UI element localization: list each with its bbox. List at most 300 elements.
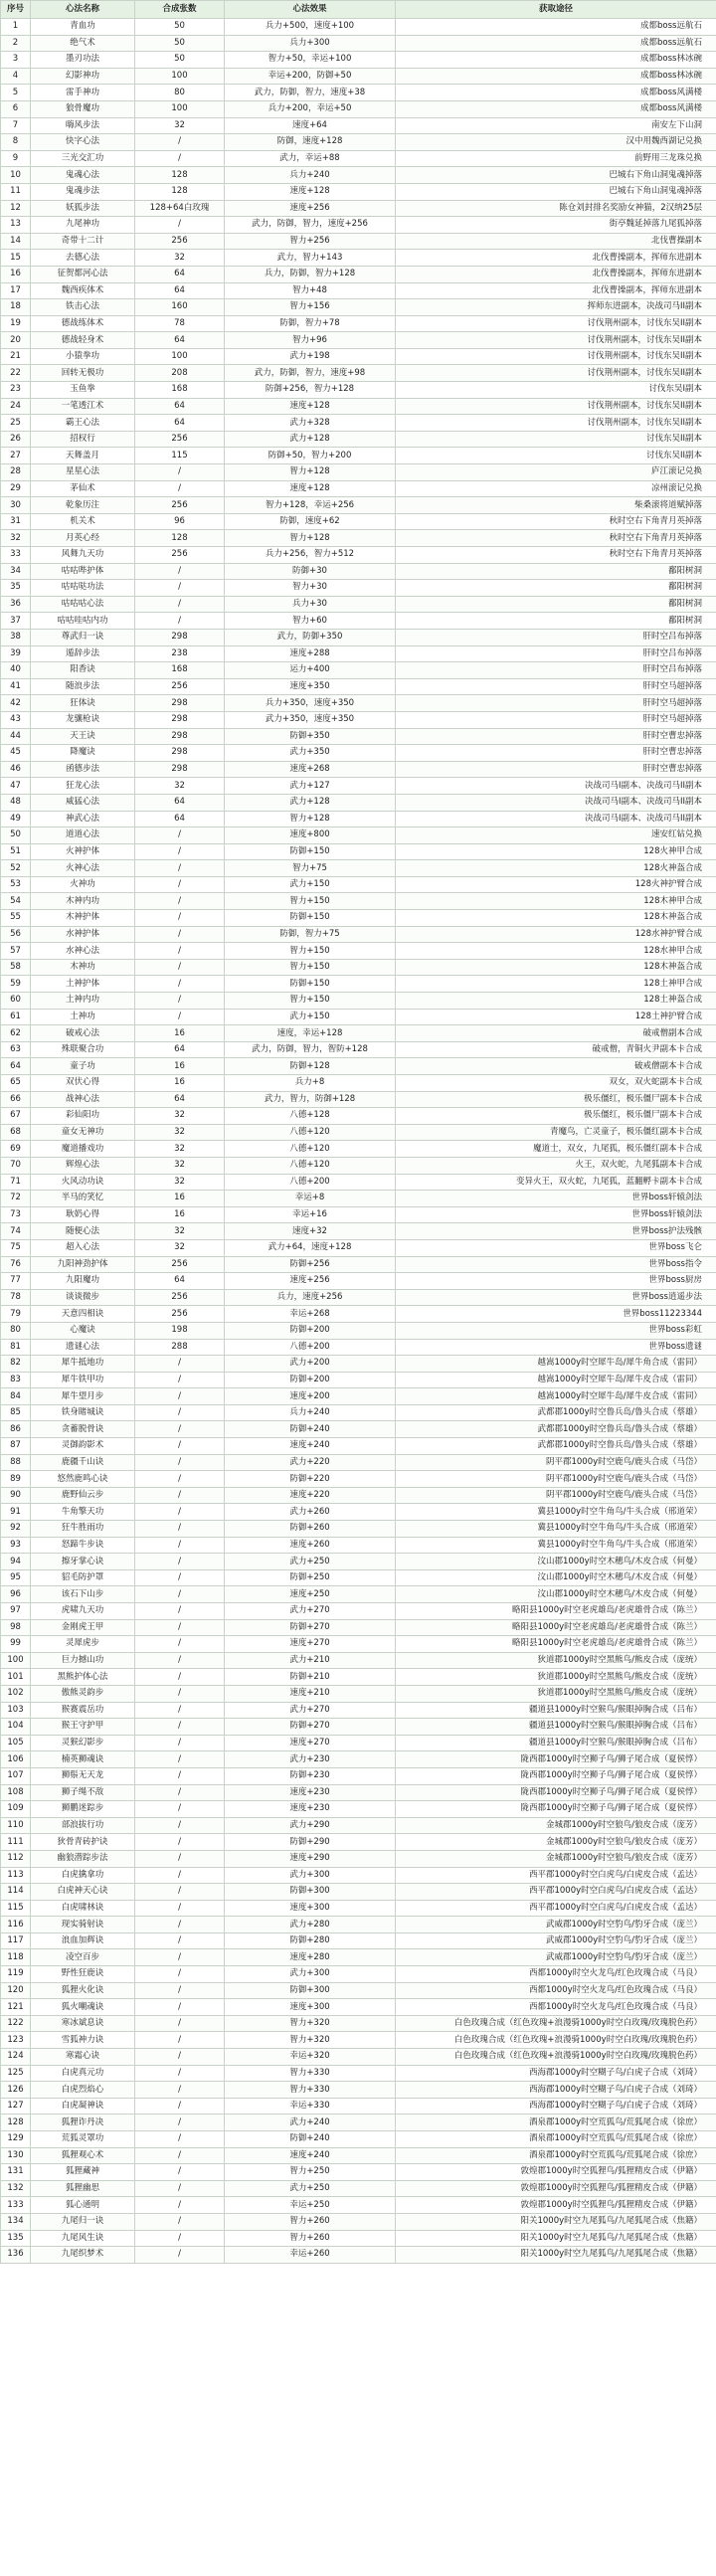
effect-cell[interactable]: 八德+120 — [225, 1157, 396, 1174]
row-index-cell[interactable]: 92 — [1, 1521, 31, 1538]
method-name-cell[interactable]: 贪蓄脱骨诀 — [31, 1421, 135, 1438]
source-cell[interactable]: 北伐曹操副本 — [396, 233, 716, 250]
method-name-cell[interactable]: 辉煌心法 — [31, 1157, 135, 1174]
source-cell[interactable]: 阴平郡1000y时空鹿鸟/鹿头合成（马岱） — [396, 1487, 716, 1504]
effect-cell[interactable]: 武力+198 — [225, 348, 396, 365]
method-name-cell[interactable]: 鬼魂心法 — [31, 167, 135, 184]
quantity-cell[interactable]: / — [135, 1636, 225, 1653]
row-index-cell[interactable]: 86 — [1, 1421, 31, 1438]
row-index-cell[interactable]: 28 — [1, 464, 31, 481]
source-cell[interactable]: 阳关1000y时空九尾狐鸟/九尾狐尾合成（焦籍） — [396, 2213, 716, 2230]
effect-cell[interactable]: 智力+128 — [225, 464, 396, 481]
method-name-cell[interactable]: 狐心通明 — [31, 2197, 135, 2214]
source-cell[interactable]: 南安左下山洞 — [396, 117, 716, 134]
method-name-cell[interactable]: 九阳神劲护体 — [31, 1256, 135, 1273]
quantity-cell[interactable]: 32 — [135, 1141, 225, 1158]
method-name-cell[interactable]: 墨刃功法 — [31, 52, 135, 69]
row-index-cell[interactable]: 75 — [1, 1239, 31, 1256]
row-index-cell[interactable]: 58 — [1, 959, 31, 976]
method-name-cell[interactable]: 鬼魂步法 — [31, 183, 135, 200]
method-name-cell[interactable]: 铁击心法 — [31, 299, 135, 316]
method-name-cell[interactable]: 鹿疆千山诀 — [31, 1454, 135, 1471]
method-name-cell[interactable]: 擦牙掌心诀 — [31, 1554, 135, 1570]
source-cell[interactable]: 鄱阳树洞 — [396, 580, 716, 597]
effect-cell[interactable]: 速度+32 — [225, 1223, 396, 1240]
row-index-cell[interactable]: 46 — [1, 761, 31, 778]
effect-cell[interactable]: 速度+230 — [225, 1784, 396, 1801]
method-name-cell[interactable]: 狐狸观心术 — [31, 2147, 135, 2164]
effect-cell[interactable]: 速度+300 — [225, 1999, 396, 2016]
source-cell[interactable]: 破戒僧，青铜火尹副本卡合成 — [396, 1041, 716, 1058]
effect-cell[interactable]: 武力+128 — [225, 431, 396, 448]
row-index-cell[interactable]: 56 — [1, 926, 31, 943]
source-cell[interactable]: 肝时空吕布掉落 — [396, 629, 716, 645]
method-name-cell[interactable]: 九尾织梦术 — [31, 2247, 135, 2264]
source-cell[interactable]: 128水神护臂合成 — [396, 926, 716, 943]
source-cell[interactable]: 成都boss风满楼 — [396, 100, 716, 117]
source-cell[interactable]: 冀县1000y时空牛角鸟/牛头合成（邢道荣） — [396, 1537, 716, 1554]
row-index-cell[interactable]: 40 — [1, 662, 31, 679]
row-index-cell[interactable]: 81 — [1, 1339, 31, 1356]
method-name-cell[interactable]: 狂牛胜雨功 — [31, 1521, 135, 1538]
row-index-cell[interactable]: 102 — [1, 1685, 31, 1702]
source-cell[interactable]: 前野用三龙珠兑换 — [396, 150, 716, 167]
quantity-cell[interactable]: 298 — [135, 695, 225, 712]
method-name-cell[interactable]: 悠然鹿鸣心诀 — [31, 1471, 135, 1488]
method-name-cell[interactable]: 魔道播戏功 — [31, 1141, 135, 1158]
quantity-cell[interactable]: / — [135, 1751, 225, 1768]
row-index-cell[interactable]: 77 — [1, 1273, 31, 1290]
effect-cell[interactable]: 武力，防御，智力，智防+128 — [225, 1041, 396, 1058]
method-name-cell[interactable]: 乾象历注 — [31, 497, 135, 514]
row-index-cell[interactable]: 73 — [1, 1206, 31, 1223]
quantity-cell[interactable]: / — [135, 1521, 225, 1538]
source-cell[interactable]: 陈仓刘封排名奖励女神猫，2汉纳25层 — [396, 200, 716, 217]
quantity-cell[interactable]: 64 — [135, 266, 225, 282]
source-cell[interactable]: 讨伐东吴II副本 — [396, 431, 716, 448]
source-cell[interactable]: 阴平郡1000y时空鹿鸟/鹿头合成（马岱） — [396, 1454, 716, 1471]
source-cell[interactable]: 肝时空吕布掉落 — [396, 662, 716, 679]
source-cell[interactable]: 酒泉郡1000y时空荒狐鸟/荒狐尾合成（徐庶） — [396, 2147, 716, 2164]
method-name-cell[interactable]: 小猿拳功 — [31, 348, 135, 365]
row-index-cell[interactable]: 103 — [1, 1702, 31, 1719]
row-index-cell[interactable]: 41 — [1, 678, 31, 695]
method-name-cell[interactable]: 狄骨青砖护诀 — [31, 1834, 135, 1851]
method-name-cell[interactable]: 嗨风步法 — [31, 117, 135, 134]
quantity-cell[interactable]: 32 — [135, 250, 225, 267]
method-name-cell[interactable]: 火神心法 — [31, 860, 135, 877]
method-name-cell[interactable]: 咕咕哒功法 — [31, 580, 135, 597]
row-index-cell[interactable]: 60 — [1, 993, 31, 1010]
row-index-cell[interactable]: 43 — [1, 711, 31, 728]
source-cell[interactable]: 北伐曹操副本，挥师东进副本 — [396, 250, 716, 267]
row-index-cell[interactable]: 26 — [1, 431, 31, 448]
effect-cell[interactable]: 速度+128 — [225, 480, 396, 497]
effect-cell[interactable]: 智力+330 — [225, 2065, 396, 2082]
quantity-cell[interactable]: / — [135, 1850, 225, 1867]
row-index-cell[interactable]: 18 — [1, 299, 31, 316]
row-index-cell[interactable]: 16 — [1, 266, 31, 282]
source-cell[interactable]: 西都1000y时空火龙鸟/红色玫瑰合成（马良） — [396, 1999, 716, 2016]
row-index-cell[interactable]: 62 — [1, 1025, 31, 1042]
quantity-cell[interactable]: 32 — [135, 778, 225, 795]
quantity-cell[interactable]: 50 — [135, 35, 225, 52]
quantity-cell[interactable]: / — [135, 2213, 225, 2230]
quantity-cell[interactable]: / — [135, 2147, 225, 2164]
row-index-cell[interactable]: 82 — [1, 1356, 31, 1373]
quantity-cell[interactable]: 288 — [135, 1339, 225, 1356]
row-index-cell[interactable]: 50 — [1, 828, 31, 844]
effect-cell[interactable]: 武力+128 — [225, 794, 396, 811]
method-name-cell[interactable]: 狐狸藏神 — [31, 2164, 135, 2181]
effect-cell[interactable]: 智力+260 — [225, 2213, 396, 2230]
quantity-cell[interactable]: / — [135, 464, 225, 481]
method-name-cell[interactable]: 狐火嘲魂诀 — [31, 1999, 135, 2016]
effect-cell[interactable]: 智力+150 — [225, 893, 396, 910]
quantity-cell[interactable]: / — [135, 2098, 225, 2115]
quantity-cell[interactable]: 128 — [135, 530, 225, 547]
effect-cell[interactable]: 兵力+256，智力+512 — [225, 547, 396, 564]
method-name-cell[interactable]: 快字心法 — [31, 134, 135, 151]
source-cell[interactable]: 世界boss指令 — [396, 1256, 716, 1273]
method-name-cell[interactable]: 随浪步法 — [31, 678, 135, 695]
method-name-cell[interactable]: 部浪拔行功 — [31, 1817, 135, 1834]
quantity-cell[interactable]: 298 — [135, 711, 225, 728]
source-cell[interactable]: 西海郡1000y时空糊子鸟/白虎子合成（刘琦） — [396, 2082, 716, 2099]
effect-cell[interactable]: 兵力+8 — [225, 1075, 396, 1092]
effect-cell[interactable]: 幸运+200，防御+50 — [225, 68, 396, 85]
row-index-cell[interactable]: 111 — [1, 1834, 31, 1851]
method-name-cell[interactable]: 凌空百步 — [31, 1949, 135, 1966]
source-cell[interactable]: 凉州滚记兑换 — [396, 480, 716, 497]
effect-cell[interactable]: 智力+50，幸运+100 — [225, 52, 396, 69]
effect-cell[interactable]: 兵力+200，幸运+50 — [225, 100, 396, 117]
method-name-cell[interactable]: 火风动功诀 — [31, 1174, 135, 1191]
method-name-cell[interactable]: 谈谈微步 — [31, 1289, 135, 1306]
method-name-cell[interactable]: 龙骧枪诀 — [31, 711, 135, 728]
effect-cell[interactable]: 八德+120 — [225, 1124, 396, 1141]
effect-cell[interactable]: 防御+128 — [225, 1058, 396, 1075]
row-index-cell[interactable]: 59 — [1, 976, 31, 993]
quantity-cell[interactable]: 16 — [135, 1191, 225, 1207]
effect-cell[interactable]: 武力，智力，防御+128 — [225, 1091, 396, 1108]
row-index-cell[interactable]: 8 — [1, 134, 31, 151]
effect-cell[interactable]: 速度+256 — [225, 200, 396, 217]
effect-cell[interactable]: 防御+240 — [225, 2131, 396, 2148]
source-cell[interactable]: 白色玫瑰合成（红色玫瑰+浪漫骑1000y时空白玫瑰/玫瑰脱色药） — [396, 2015, 716, 2032]
effect-cell[interactable]: 幸运+320 — [225, 2049, 396, 2066]
effect-cell[interactable]: 武力+270 — [225, 1603, 396, 1620]
source-cell[interactable]: 鄱阳树洞 — [396, 596, 716, 613]
method-name-cell[interactable]: 一笔透江术 — [31, 398, 135, 415]
row-index-cell[interactable]: 2 — [1, 35, 31, 52]
quantity-cell[interactable]: 50 — [135, 19, 225, 36]
method-name-cell[interactable]: 狮鬃无天龙 — [31, 1767, 135, 1784]
method-name-cell[interactable]: 雷手神功 — [31, 85, 135, 101]
method-name-cell[interactable]: 该石下山步 — [31, 1586, 135, 1603]
header-name[interactable]: 心法名称 — [31, 1, 135, 19]
source-cell[interactable]: 破戒僧副本合成 — [396, 1025, 716, 1042]
source-cell[interactable]: 讨伐荆州副本，讨伐东吴II副本 — [396, 332, 716, 349]
method-name-cell[interactable]: 犀牛抵地功 — [31, 1356, 135, 1373]
quantity-cell[interactable]: 256 — [135, 678, 225, 695]
quantity-cell[interactable]: / — [135, 2131, 225, 2148]
row-index-cell[interactable]: 110 — [1, 1817, 31, 1834]
method-name-cell[interactable]: 鹿野仙云步 — [31, 1487, 135, 1504]
effect-cell[interactable]: 兵力+30 — [225, 596, 396, 613]
source-cell[interactable]: 128木神盔合成 — [396, 910, 716, 927]
row-index-cell[interactable]: 117 — [1, 1932, 31, 1949]
source-cell[interactable]: 武威郡1000y时空豹鸟/豹牙合成（庞兰） — [396, 1949, 716, 1966]
method-name-cell[interactable]: 白虎真元功 — [31, 2065, 135, 2082]
source-cell[interactable]: 阳关1000y时空九尾狐鸟/九尾狐尾合成（焦籍） — [396, 2230, 716, 2247]
row-index-cell[interactable]: 99 — [1, 1636, 31, 1653]
row-index-cell[interactable]: 106 — [1, 1751, 31, 1768]
quantity-cell[interactable]: / — [135, 580, 225, 597]
method-name-cell[interactable]: 超入心法 — [31, 1239, 135, 1256]
source-cell[interactable]: 肝时空马超掉落 — [396, 695, 716, 712]
method-name-cell[interactable]: 傲熊灵韵步 — [31, 1685, 135, 1702]
quantity-cell[interactable]: 32 — [135, 1157, 225, 1174]
quantity-cell[interactable]: / — [135, 1685, 225, 1702]
row-index-cell[interactable]: 96 — [1, 1586, 31, 1603]
method-name-cell[interactable]: 殊联聚合功 — [31, 1041, 135, 1058]
row-index-cell[interactable]: 70 — [1, 1157, 31, 1174]
method-name-cell[interactable]: 双伏心得 — [31, 1075, 135, 1092]
row-index-cell[interactable]: 61 — [1, 1009, 31, 1025]
quantity-cell[interactable]: / — [135, 1884, 225, 1901]
quantity-cell[interactable]: / — [135, 480, 225, 497]
row-index-cell[interactable]: 20 — [1, 332, 31, 349]
quantity-cell[interactable]: / — [135, 993, 225, 1010]
source-cell[interactable]: 火王，双火蛇，九尾狐副本卡合成 — [396, 1157, 716, 1174]
quantity-cell[interactable]: / — [135, 1619, 225, 1636]
method-name-cell[interactable]: 土神护体 — [31, 976, 135, 993]
quantity-cell[interactable]: / — [135, 2247, 225, 2264]
row-index-cell[interactable]: 93 — [1, 1537, 31, 1554]
method-name-cell[interactable]: 道道心法 — [31, 828, 135, 844]
method-name-cell[interactable]: 耿奶心得 — [31, 1206, 135, 1223]
source-cell[interactable]: 鄱阳树洞 — [396, 613, 716, 630]
row-index-cell[interactable]: 15 — [1, 250, 31, 267]
source-cell[interactable]: 西都1000y时空火龙鸟/红色玫瑰合成（马良） — [396, 1982, 716, 1999]
row-index-cell[interactable]: 136 — [1, 2247, 31, 2264]
method-name-cell[interactable]: 灵御韵影术 — [31, 1438, 135, 1455]
method-name-cell[interactable]: 灵犀虎步 — [31, 1636, 135, 1653]
row-index-cell[interactable]: 54 — [1, 893, 31, 910]
quantity-cell[interactable]: 160 — [135, 299, 225, 316]
effect-cell[interactable]: 兵力，速度+256 — [225, 1289, 396, 1306]
method-name-cell[interactable]: 黑熊护体心法 — [31, 1669, 135, 1686]
quantity-cell[interactable]: / — [135, 1917, 225, 1933]
row-index-cell[interactable]: 66 — [1, 1091, 31, 1108]
effect-cell[interactable]: 兵力+240 — [225, 167, 396, 184]
row-index-cell[interactable]: 10 — [1, 167, 31, 184]
effect-cell[interactable]: 八德+128 — [225, 1108, 396, 1125]
effect-cell[interactable]: 智力+75 — [225, 860, 396, 877]
effect-cell[interactable]: 防御+350 — [225, 728, 396, 745]
row-index-cell[interactable]: 17 — [1, 282, 31, 299]
quantity-cell[interactable]: / — [135, 1421, 225, 1438]
source-cell[interactable]: 西都1000y时空火龙鸟/红色玫瑰合成（马良） — [396, 1966, 716, 1983]
method-name-cell[interactable]: 机关术 — [31, 513, 135, 530]
method-name-cell[interactable]: 风舞九天功 — [31, 547, 135, 564]
quantity-cell[interactable]: 64 — [135, 398, 225, 415]
row-index-cell[interactable]: 1 — [1, 19, 31, 36]
quantity-cell[interactable]: / — [135, 1702, 225, 1719]
row-index-cell[interactable]: 37 — [1, 613, 31, 630]
source-cell[interactable]: 世界boss11223344 — [396, 1306, 716, 1323]
effect-cell[interactable]: 智力+150 — [225, 943, 396, 960]
source-cell[interactable]: 肝时空曹忠掉落 — [396, 761, 716, 778]
source-cell[interactable]: 西平郡1000y时空白虎鸟/白虎皮合成（孟达） — [396, 1900, 716, 1917]
row-index-cell[interactable]: 27 — [1, 448, 31, 464]
row-index-cell[interactable]: 53 — [1, 876, 31, 893]
row-index-cell[interactable]: 100 — [1, 1652, 31, 1669]
effect-cell[interactable]: 武力+127 — [225, 778, 396, 795]
quantity-cell[interactable]: 115 — [135, 448, 225, 464]
method-name-cell[interactable]: 半马的笑忆 — [31, 1191, 135, 1207]
effect-cell[interactable]: 兵力+240 — [225, 1404, 396, 1421]
method-name-cell[interactable]: 野性狂鹿诀 — [31, 1966, 135, 1983]
row-index-cell[interactable]: 133 — [1, 2197, 31, 2214]
quantity-cell[interactable]: 32 — [135, 1108, 225, 1125]
source-cell[interactable]: 世界boss逍遥步法 — [396, 1289, 716, 1306]
quantity-cell[interactable]: 16 — [135, 1058, 225, 1075]
quantity-cell[interactable]: / — [135, 828, 225, 844]
source-cell[interactable]: 128火神护臂合成 — [396, 876, 716, 893]
source-cell[interactable]: 敦煌郡1000y时空狐狸鸟/狐狸精皮合成（伊籍） — [396, 2180, 716, 2197]
source-cell[interactable]: 肝时空曹忠掉落 — [396, 745, 716, 762]
quantity-cell[interactable]: 32 — [135, 1124, 225, 1141]
source-cell[interactable]: 越嵩1000y时空犀牛岛/犀牛皮合成（雷同） — [396, 1388, 716, 1405]
quantity-cell[interactable]: / — [135, 1966, 225, 1983]
row-index-cell[interactable]: 101 — [1, 1669, 31, 1686]
effect-cell[interactable]: 八德+200 — [225, 1174, 396, 1191]
row-index-cell[interactable]: 47 — [1, 778, 31, 795]
row-index-cell[interactable]: 129 — [1, 2131, 31, 2148]
effect-cell[interactable]: 武力+280 — [225, 1917, 396, 1933]
source-cell[interactable]: 速安红钻兑换 — [396, 828, 716, 844]
quantity-cell[interactable]: 256 — [135, 233, 225, 250]
source-cell[interactable]: 讨伐荆州副本，讨伐东吴II副本 — [396, 398, 716, 415]
method-name-cell[interactable]: 破戒心法 — [31, 1025, 135, 1042]
source-cell[interactable]: 略阳县1000y时空老虎雄岛/老虎雄骨合成（陈兰） — [396, 1603, 716, 1620]
source-cell[interactable]: 西海郡1000y时空糊子鸟/白虎子合成（刘琦） — [396, 2065, 716, 2082]
method-name-cell[interactable]: 降魔诀 — [31, 745, 135, 762]
effect-cell[interactable]: 速度+240 — [225, 2147, 396, 2164]
effect-cell[interactable]: 武力+150 — [225, 876, 396, 893]
row-index-cell[interactable]: 49 — [1, 811, 31, 828]
quantity-cell[interactable]: / — [135, 1487, 225, 1504]
source-cell[interactable]: 陇西郡1000y时空狮子鸟/狮子尾合成（夏侯惇） — [396, 1751, 716, 1768]
row-index-cell[interactable]: 135 — [1, 2230, 31, 2247]
method-name-cell[interactable]: 随便心法 — [31, 1223, 135, 1240]
method-name-cell[interactable]: 狮子绳不敌 — [31, 1784, 135, 1801]
source-cell[interactable]: 决战司马I副本、决战司马II副本 — [396, 794, 716, 811]
source-cell[interactable]: 魔道士，双女，九尾狐，极乐僵红副本卡合成 — [396, 1141, 716, 1158]
method-name-cell[interactable]: 九尾风生诀 — [31, 2230, 135, 2247]
effect-cell[interactable]: 速度，幸运+128 — [225, 1025, 396, 1042]
row-index-cell[interactable]: 67 — [1, 1108, 31, 1125]
row-index-cell[interactable]: 30 — [1, 497, 31, 514]
row-index-cell[interactable]: 113 — [1, 1867, 31, 1884]
effect-cell[interactable]: 速度+288 — [225, 645, 396, 662]
row-index-cell[interactable]: 51 — [1, 843, 31, 860]
quantity-cell[interactable]: 16 — [135, 1025, 225, 1042]
source-cell[interactable]: 汉中用魏西湖记兑换 — [396, 134, 716, 151]
quantity-cell[interactable]: / — [135, 150, 225, 167]
effect-cell[interactable]: 速度+260 — [225, 1537, 396, 1554]
method-name-cell[interactable]: 妖狐步法 — [31, 200, 135, 217]
quantity-cell[interactable]: 16 — [135, 1075, 225, 1092]
row-index-cell[interactable]: 80 — [1, 1322, 31, 1339]
effect-cell[interactable]: 武力，防御，智力，速度+98 — [225, 365, 396, 382]
effect-cell[interactable]: 武力，防御，智力，速度+38 — [225, 85, 396, 101]
source-cell[interactable]: 汶山郡1000y时空木穗鸟/木皮合成（何曼） — [396, 1586, 716, 1603]
row-index-cell[interactable]: 71 — [1, 1174, 31, 1191]
effect-cell[interactable]: 防御+150 — [225, 910, 396, 927]
row-index-cell[interactable]: 55 — [1, 910, 31, 927]
method-name-cell[interactable]: 魏西疾体术 — [31, 282, 135, 299]
method-name-cell[interactable]: 水神心法 — [31, 943, 135, 960]
row-index-cell[interactable]: 87 — [1, 1438, 31, 1455]
method-name-cell[interactable]: 浪血加辉诀 — [31, 1932, 135, 1949]
method-name-cell[interactable]: 童女无神功 — [31, 1124, 135, 1141]
effect-cell[interactable]: 防御+230 — [225, 1767, 396, 1784]
row-index-cell[interactable]: 42 — [1, 695, 31, 712]
source-cell[interactable]: 金城郡1000y时空狼鸟/狼皮合成（庞芳） — [396, 1834, 716, 1851]
row-index-cell[interactable]: 91 — [1, 1504, 31, 1521]
row-index-cell[interactable]: 38 — [1, 629, 31, 645]
effect-cell[interactable]: 防御+260 — [225, 1521, 396, 1538]
method-name-cell[interactable]: 三光交汇功 — [31, 150, 135, 167]
effect-cell[interactable]: 武力+300 — [225, 1867, 396, 1884]
method-name-cell[interactable]: 猴赛震岳功 — [31, 1702, 135, 1719]
source-cell[interactable]: 成都boss林冰碗 — [396, 68, 716, 85]
method-name-cell[interactable]: 狂龙心法 — [31, 778, 135, 795]
method-name-cell[interactable]: 天意四相诀 — [31, 1306, 135, 1323]
effect-cell[interactable]: 运力+400 — [225, 662, 396, 679]
source-cell[interactable]: 北伐曹操副本，挥师东进副本 — [396, 282, 716, 299]
effect-cell[interactable]: 速度+268 — [225, 761, 396, 778]
effect-cell[interactable]: 武力+150 — [225, 1009, 396, 1025]
source-cell[interactable]: 世界boss飞仑 — [396, 1239, 716, 1256]
method-name-cell[interactable]: 荒狐灵罩功 — [31, 2131, 135, 2148]
row-index-cell[interactable]: 88 — [1, 1454, 31, 1471]
source-cell[interactable]: 冀县1000y时空牛角鸟/牛头合成（邢道荣） — [396, 1504, 716, 1521]
effect-cell[interactable]: 防御+250 — [225, 1569, 396, 1586]
row-index-cell[interactable]: 31 — [1, 513, 31, 530]
source-cell[interactable]: 破戒僧副本卡合成 — [396, 1058, 716, 1075]
effect-cell[interactable]: 智力+260 — [225, 2230, 396, 2247]
effect-cell[interactable]: 武力+290 — [225, 1817, 396, 1834]
method-name-cell[interactable]: 绝气术 — [31, 35, 135, 52]
method-name-cell[interactable]: 木神护体 — [31, 910, 135, 927]
row-index-cell[interactable]: 89 — [1, 1471, 31, 1488]
row-index-cell[interactable]: 122 — [1, 2015, 31, 2032]
quantity-cell[interactable]: / — [135, 860, 225, 877]
row-index-cell[interactable]: 12 — [1, 200, 31, 217]
method-name-cell[interactable]: 狮鹏迷踪步 — [31, 1801, 135, 1818]
row-index-cell[interactable]: 22 — [1, 365, 31, 382]
effect-cell[interactable]: 兵力，防御，智力+128 — [225, 266, 396, 282]
method-name-cell[interactable]: 阳香诀 — [31, 662, 135, 679]
quantity-cell[interactable]: 32 — [135, 1174, 225, 1191]
source-cell[interactable]: 128土神盔合成 — [396, 993, 716, 1010]
method-name-cell[interactable]: 寒霜心诀 — [31, 2049, 135, 2066]
source-cell[interactable]: 世界boss遗谜 — [396, 1339, 716, 1356]
